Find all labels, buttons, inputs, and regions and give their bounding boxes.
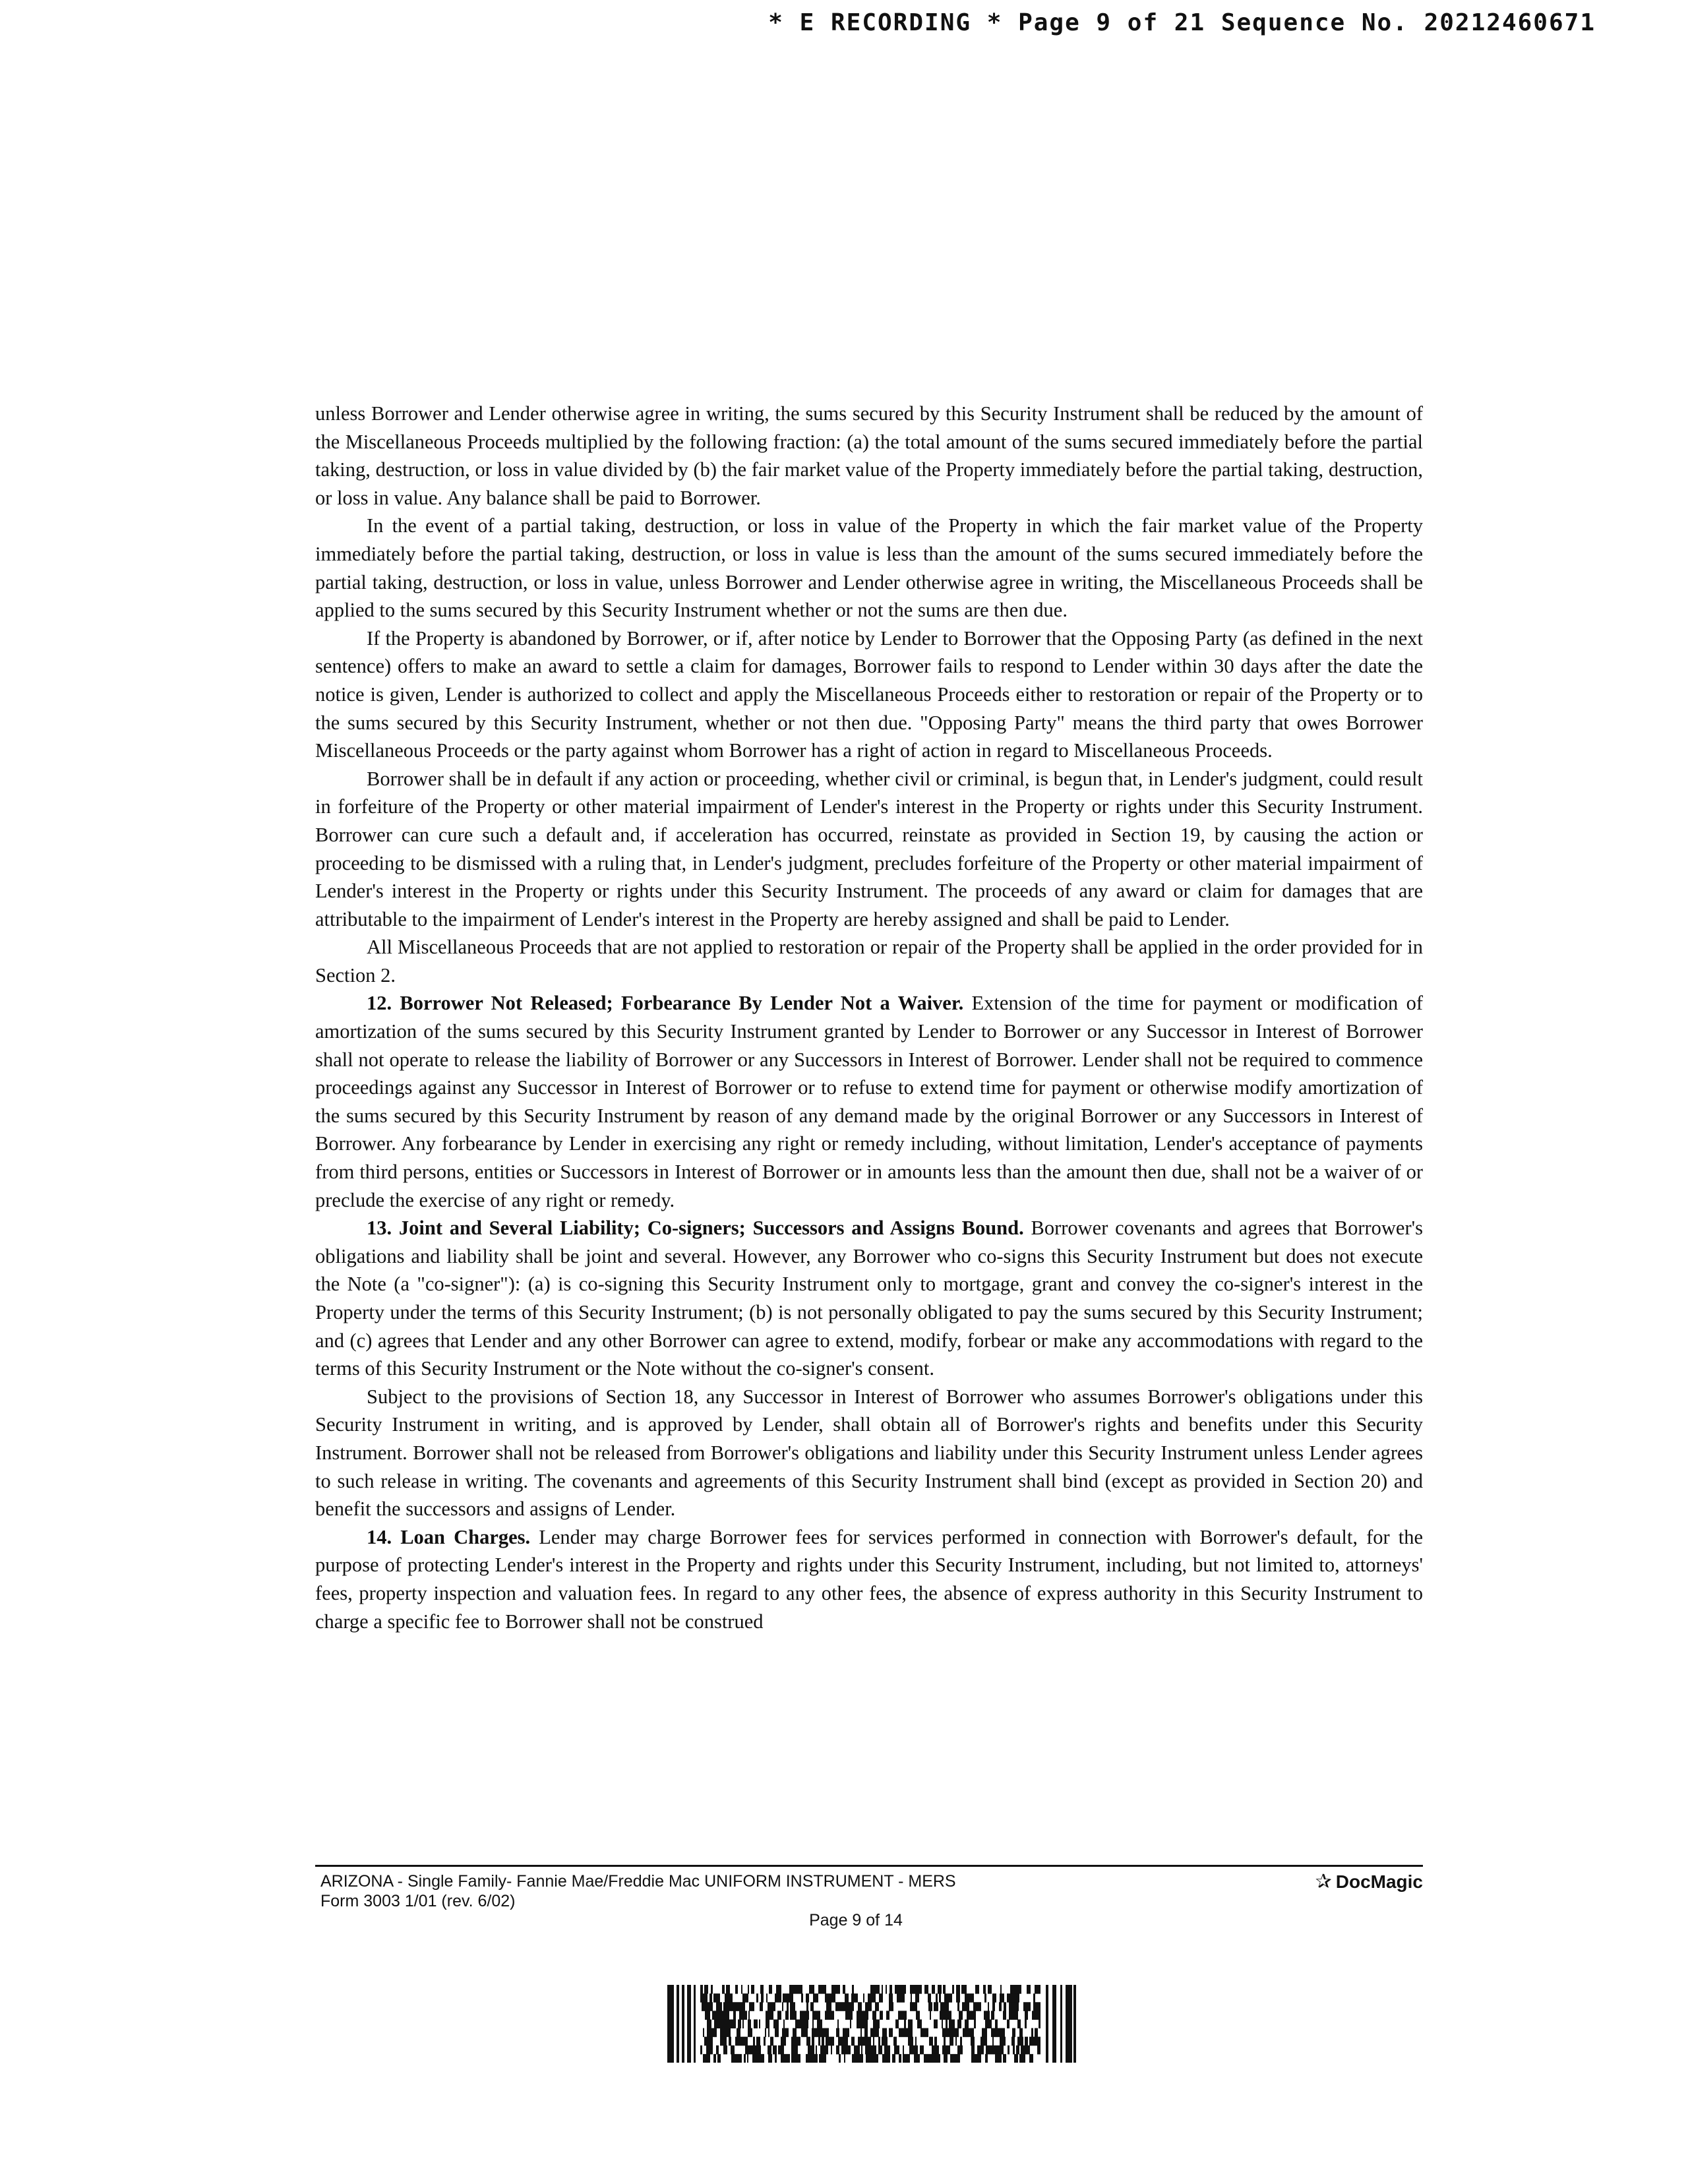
- page-number: Page 9 of 14: [809, 1911, 903, 1929]
- recording-header: * E RECORDING * Page 9 of 21 Sequence No. 20212460671: [768, 9, 1596, 36]
- star-icon: ✰: [1315, 1871, 1332, 1893]
- footer-form-title: ARIZONA - Single Family- Fannie Mae/Freddie Mac UNIFORM INSTRUMENT - MERS: [320, 1872, 956, 1891]
- footer-divider: [315, 1865, 1423, 1867]
- paragraph-abandoned-property: If the Property is abandoned by Borrower, or if, after notice by Lender to Borrower that the Opposing Party (as defined in the next sentence) offers to make an award to settle a claim for damages, Borrower fails to respond to Lender within 30 days after the date the notice is given, Lender is authorized to collect and apply the Miscellaneous Proceeds either to restoration or repair of the Property or to the sums secured by this Security Instrument, whether or not then due. "Opposing Party" means the third party that owes Borrower Miscellaneous Proceeds or the party against whom Borrower has a right of action in regard to Miscellaneous Proceeds.: [315, 626, 1423, 762]
- section-13-text: Borrower covenants and agrees that Borrower's obligations and liability shall be joint and several. However, any Borrower who co-signs this Security Instrument but does not execute the Note (a "co-signer"): (a) is co-signing this Security Instrument only to mortgage, grant and convey the co-signer's interest in the Property under the terms of this Security Instrument; (b) is not personally obligated to pay the sums secured by this Security Instrument; and (c) agrees that Lender and any other Borrower can agree to extend, modify, forbear or make any accommodations with regard to the terms of this Security Instrument or the Note without the co-signer's consent.: [315, 1217, 1423, 1380]
- section-13: [315, 1214, 1423, 1383]
- barcode-image: [667, 1985, 1076, 2063]
- document-body: [315, 400, 1423, 1635]
- section-12: [315, 989, 1423, 1214]
- section-12-text: Extension of the time for payment or modification of amortization of the sums secured by this Security Instrument granted by Lender to Borrower or any Successor in Interest of Borrower shall not operate to release the liability of Borrower or any Successors in Interest of Borrower. Lender shall not be required to commence proceedings against any Successor in Interest of Borrower or to refuse to extend time for payment or otherwise modify amortization of the sums secured by this Security Instrument by reason of any demand made by the original Borrower or any Successors in Interest of Borrower. Any forbearance by Lender in exercising any right or remedy including, without limitation, Lender's acceptance of payments from third persons, entities or Successors in Interest of Borrower or in amounts less than the amount then due, shall not be a waiver of or preclude the exercise of any right or remedy.: [315, 992, 1423, 1211]
- section-14: [315, 1523, 1423, 1635]
- paragraph-proceeds-order: All Miscellaneous Proceeds that are not applied to restoration or repair of the Property shall be applied in the order provided for in Section 2.: [315, 936, 1423, 986]
- section-14-heading: 14. Loan Charges.: [367, 1525, 531, 1548]
- docmagic-logo: [1315, 1871, 1423, 1893]
- footer-form-number: Form 3003 1/01 (rev. 6/02): [320, 1892, 516, 1910]
- paragraph-successor-obligations: Subject to the provisions of Section 18, any Successor in Interest of Borrower who assumes Borrower's obligations under this Security Instrument in writing, and is approved by Lender, shall obtain all of Borrower's rights and benefits under this Security Instrument. Borrower shall not be released from Borrower's obligations and liability under this Security Instrument unless Lender agrees to such release in writing. The covenants and agreements of this Security Instrument shall bind (except as provided in Section 20) and benefit the successors and assigns of Lender.: [315, 1385, 1423, 1521]
- paragraph-miscellaneous-reduction: unless Borrower and Lender otherwise agree in writing, the sums secured by this Security Instrument shall be reduced by the amount of the Miscellaneous Proceeds multiplied by the following fraction: (a) the total amount of the sums secured immediately before the partial taking, destruction, or loss in value divided by (b) the fair market value of the Property immediately before the partial taking, destruction, or loss in value. Any balance shall be paid to Borrower.: [315, 402, 1423, 509]
- docmagic-brand-text: DocMagic: [1335, 1871, 1423, 1892]
- section-14-text: Lender may charge Borrower fees for services performed in connection with Borrower's default, for the purpose of protecting Lender's interest in the Property and rights under this Security Instrument, including, but not limited to, attorneys' fees, property inspection and valuation fees. In regard to any other fees, the absence of express authority in this Security Instrument to charge a specific fee to Borrower shall not be construed: [315, 1525, 1423, 1633]
- section-13-heading: 13. Joint and Several Liability; Co-signers; Successors and Assigns Bound.: [367, 1217, 1024, 1240]
- footer-form-info: [320, 1871, 956, 1911]
- section-12-heading: 12. Borrower Not Released; Forbearance By Lender Not a Waiver.: [367, 992, 964, 1015]
- paragraph-borrower-default: Borrower shall be in default if any action or proceeding, whether civil or criminal, is begun that, in Lender's judgment, could result in forfeiture of the Property or other material impairment of Lender's interest in the Property or rights under this Security Instrument. Borrower can cure such a default and, if acceleration has occurred, reinstate as provided in Section 19, by causing the action or proceeding to be dismissed with a ruling that, in Lender's judgment, precludes forfeiture of the Property or other material impairment of Lender's interest in the Property or rights under this Security Instrument. The proceeds of any award or claim for damages that are attributable to the impairment of Lender's interest in the Property are hereby assigned and shall be paid to Lender.: [315, 767, 1423, 930]
- paragraph-partial-taking: In the event of a partial taking, destruction, or loss in value of the Property in which the fair market value of the Property immediately before the partial taking, destruction, or loss in value is less than the amount of the sums secured immediately before the partial taking, destruction, or loss in value, unless Borrower and Lender otherwise agree in writing, the Miscellaneous Proceeds shall be applied to the sums secured by this Security Instrument whether or not the sums are then due.: [315, 514, 1423, 622]
